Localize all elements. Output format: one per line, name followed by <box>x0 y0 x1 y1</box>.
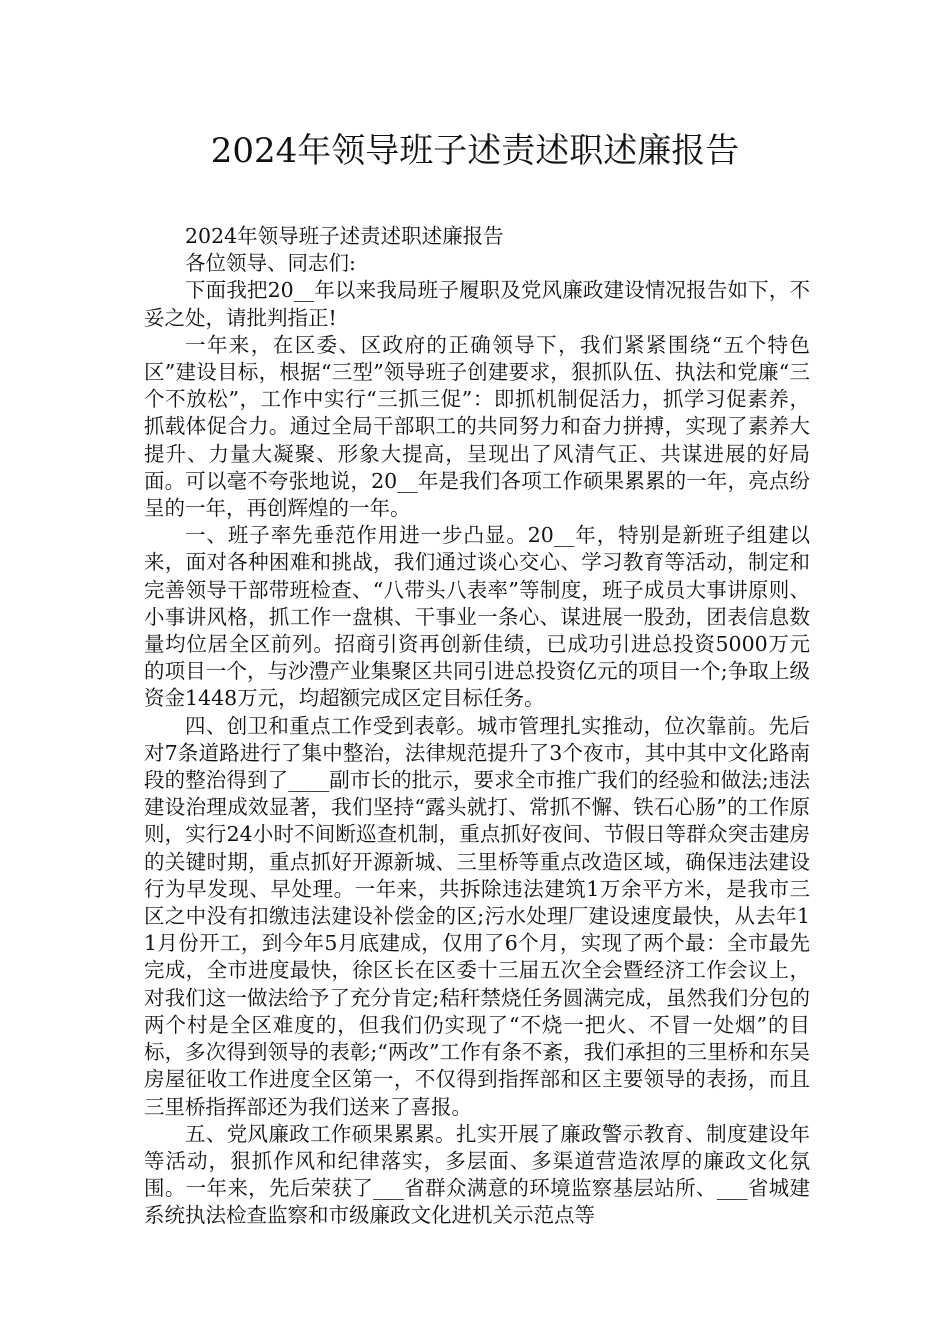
section-four-paragraph: 四、创卫和重点工作受到表彰。城市管理扎实推动，位次靠前。先后对7条道路进行了集中整治，法律规范提升了3个夜市，其中其中文化路南段的整治得到了____副市长的批示，要求全市推广我们的经验和做法;违法建设治理成效显著，我们坚持“露头就打、常抓不懈、铁石心肠”的工作原则，实行24小时不间断巡查机制，重点抓好夜间、节假日等群众突击建房的关键时期，重点抓好开源新城、三里桥等重点改造区域，确保违法建设行为早发现、早处理。一年来，共拆除违法建筑1万余平方米，是我市三区之中没有扣缴违法建设补偿金的区;污水处理厂建设速度最快，从去年11月份开工，到今年5月底建成，仅用了6个月，实现了两个最：全市最先完成，全市进度最快，徐区长在区委十三届五次全会暨经济工作会议上，对我们这一做法给予了充分肯定;秸秆禁烧任务圆满完成，虽然我们分包的两个村是全区难度的，但我们仍实现了“不烧一把火、不冒一处烟”的目标，多次得到领导的表彰;“两改”工作有条不紊，我们承担的三里桥和东吴房屋征收工作进度全区第一，不仅得到指挥部和区主要领导的表扬，而且三里桥指挥部还为我们送来了喜报。 <box>144 713 810 1119</box>
section-five-paragraph: 五、党风廉政工作硕果累累。扎实开展了廉政警示教育、制度建设年等活动，狠抓作风和纪律落实，多层面、多渠道营造浓厚的廉政文化氛围。一年来，先后荣获了___省群众满意的环境监察基层站所、___省城建系统执法检查监察和市级廉政文化进机关示范点等 <box>144 1121 810 1228</box>
section-one-paragraph: 一、班子率先垂范作用进一步凸显。20__年，特别是新班子组建以来，面对各种困难和挑战，我们通过谈心交心、学习教育等活动，制定和完善领导干部带班检查、“八带头八表率”等制度，班子成员大事讲原则、小事讲风格，抓工作一盘棋、干事业一条心、谋进展一股劲，团表信息数量均位居全区前列。招商引资再创新佳绩，已成功引进总投资5000万元的项目一个，与沙澧产业集聚区共同引进总投资亿元的项目一个;争取上级资金1448万元，均超额完成区定目标任务。 <box>144 523 810 711</box>
intro-paragraph: 下面我把20__年以来我局班子履职及党风廉政建设情况报告如下，不妥之处，请批判指正! <box>144 278 810 330</box>
document-body <box>144 223 810 1230</box>
salutation: 各位领导、同志们: <box>185 251 356 276</box>
document-title: 2024年领导班子述责述职述廉报告 <box>210 131 740 171</box>
overview-paragraph: 一年来，在区委、区政府的正确领导下，我们紧紧围绕“五个特色区”建设目标，根据“三型”领导班子创建要求，狠抓队伍、执法和党廉“三个不放松”，工作中实行“三抓三促”：即抓机制促活力，抓学习促素养，抓载体促合力。通过全局干部职工的共同努力和奋力拼搏，实现了素养大提升、力量大凝聚、形象大提高，呈现出了风清气正、共谋进展的好局面。可以毫不夸张地说，20__年是我们各项工作硕果累累的一年，亮点纷呈的一年，再创辉煌的一年。 <box>144 332 810 521</box>
body-subtitle: 2024年领导班子述责述职述廉报告 <box>185 224 504 248</box>
